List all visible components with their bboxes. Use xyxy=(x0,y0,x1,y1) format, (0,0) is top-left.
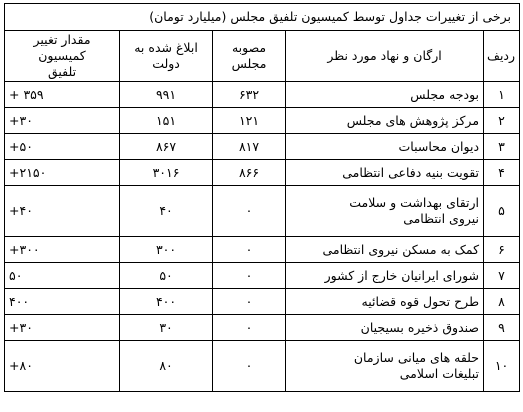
change-cell: +۳۰۰ xyxy=(5,237,120,263)
notified-cell: ۸۰ xyxy=(120,341,213,392)
table-row xyxy=(5,315,520,341)
organization-line1: تقویت بنیه دفاعی انتظامی xyxy=(342,164,480,180)
notified-cell: ۹۹۱ xyxy=(120,82,213,108)
notified-cell: ۳۰۱۶ xyxy=(120,160,213,186)
organization-cell xyxy=(286,108,484,134)
approved-cell: ۰ xyxy=(213,315,286,341)
organization-line1: صندوق ذخیره بسیجیان xyxy=(360,319,480,335)
header-organization: ارگان و نهاد مورد نظر xyxy=(286,31,484,82)
change-cell: +۳۰ xyxy=(5,108,120,134)
organization-line1: بودجه مجلس xyxy=(410,86,480,102)
notified-cell: ۳۰۰ xyxy=(120,237,213,263)
organization-line1: مرکز پژوهش های مجلس xyxy=(346,112,480,128)
notified-cell: ۸۶۷ xyxy=(120,134,213,160)
organization-line1: ارتقای بهداشت و سلامت xyxy=(349,195,480,210)
row-number: ۸ xyxy=(484,289,520,315)
organization-cell xyxy=(286,160,484,186)
approved-cell: ۰ xyxy=(213,237,286,263)
row-number: ۶ xyxy=(484,237,520,263)
header-approved-line2: مجلس xyxy=(231,56,267,71)
table-header-row xyxy=(5,31,520,82)
table-row xyxy=(5,237,520,263)
organization-line2: نیروی انتظامی xyxy=(403,211,480,226)
change-cell: + ۳۵۹ xyxy=(5,82,120,108)
row-number: ۴ xyxy=(484,160,520,186)
table-row xyxy=(5,160,520,186)
budget-changes-table xyxy=(4,3,520,392)
approved-cell: ۶۳۲ xyxy=(213,82,286,108)
organization-cell xyxy=(286,341,484,392)
change-cell: +۵۰ xyxy=(5,134,120,160)
notified-cell: ۱۵۱ xyxy=(120,108,213,134)
change-cell: +۴۰ xyxy=(5,186,120,237)
notified-cell: ۵۰ xyxy=(120,263,213,289)
change-cell: +۳۰ xyxy=(5,315,120,341)
approved-cell: ۱۲۱ xyxy=(213,108,286,134)
table-row xyxy=(5,289,520,315)
row-number: ۱ xyxy=(484,82,520,108)
row-number: ۳ xyxy=(484,134,520,160)
header-change-line1: مقدار تغییر کمیسیون xyxy=(33,32,91,63)
approved-cell: ۰ xyxy=(213,289,286,315)
organization-line1: شورای ایرانیان خارج از کشور xyxy=(324,267,480,283)
table-row xyxy=(5,341,520,392)
approved-cell: ۰ xyxy=(213,341,286,392)
organization-line2: تبلیغات اسلامی xyxy=(399,366,480,381)
organization-cell xyxy=(286,289,484,315)
table-row xyxy=(5,263,520,289)
approved-cell: ۰ xyxy=(213,186,286,237)
notified-cell: ۴۰۰ xyxy=(120,289,213,315)
approved-cell: ۸۱۷ xyxy=(213,134,286,160)
row-number: ۷ xyxy=(484,263,520,289)
notified-cell: ۳۰ xyxy=(120,315,213,341)
change-cell: ۵۰ xyxy=(5,263,120,289)
table-row xyxy=(5,82,520,108)
header-approved-line1: مصوبه xyxy=(231,40,267,55)
organization-line1: حلقه های میانی سازمان xyxy=(353,350,480,365)
change-cell: +۸۰ xyxy=(5,341,120,392)
table-row xyxy=(5,108,520,134)
row-number: ۱۰ xyxy=(484,341,520,392)
organization-cell xyxy=(286,186,484,237)
change-cell: +۲۱۵۰ xyxy=(5,160,120,186)
table-row xyxy=(5,186,520,237)
header-notified-line2: دولت xyxy=(152,56,180,71)
organization-cell xyxy=(286,134,484,160)
header-row-number: ردیف xyxy=(484,31,520,82)
header-approved xyxy=(213,31,286,82)
organization-cell xyxy=(286,82,484,108)
header-change xyxy=(5,31,120,82)
notified-cell: ۴۰ xyxy=(120,186,213,237)
organization-line1: دیوان محاسبات xyxy=(398,138,480,154)
header-change-line2: تلفیق xyxy=(47,64,77,79)
organization-cell xyxy=(286,315,484,341)
approved-cell: ۸۶۶ xyxy=(213,160,286,186)
header-notified-line1: ابلاغ شده به xyxy=(134,40,198,55)
row-number: ۲ xyxy=(484,108,520,134)
row-number: ۹ xyxy=(484,315,520,341)
header-notified xyxy=(120,31,213,82)
organization-cell xyxy=(286,237,484,263)
approved-cell: ۰ xyxy=(213,263,286,289)
table-row xyxy=(5,134,520,160)
organization-line1: طرح تحول قوه قضائیه xyxy=(361,293,480,309)
organization-cell xyxy=(286,263,484,289)
table-title: برخی از تغییرات جداول توسط کمیسیون تلفیق مجلس (میلیارد تومان) xyxy=(5,4,520,31)
row-number: ۵ xyxy=(484,186,520,237)
organization-line1: کمک به مسکن نیروی انتظامی xyxy=(322,241,480,257)
change-cell: ۴۰۰ xyxy=(5,289,120,315)
